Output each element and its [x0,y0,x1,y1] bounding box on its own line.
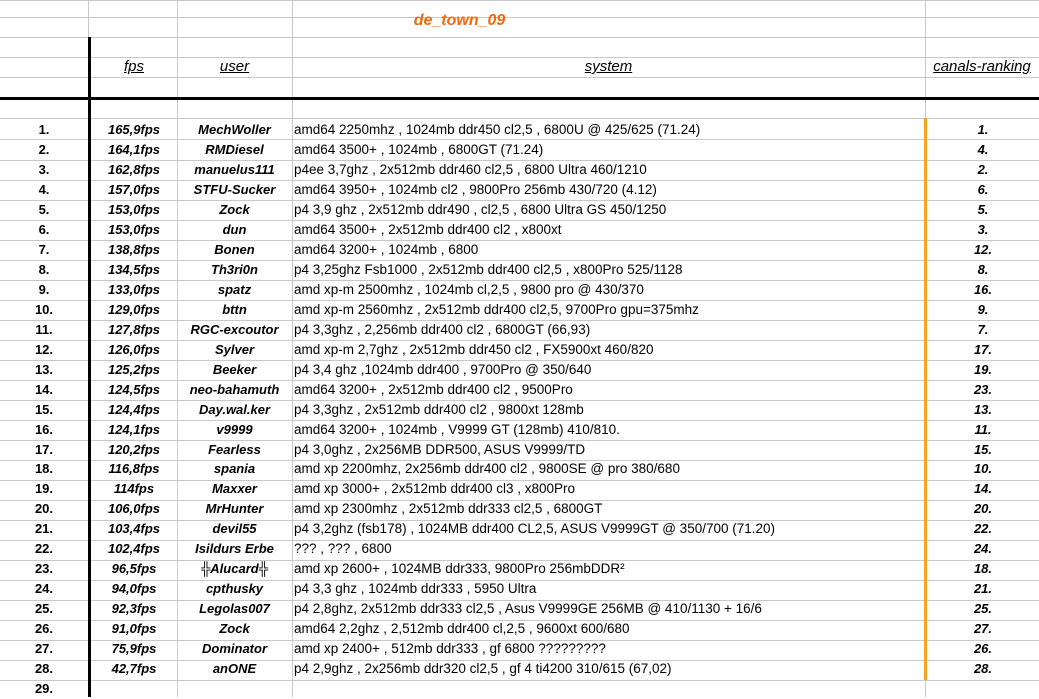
ranking-cell: 7. [977,321,989,337]
fps-cell: 114fps [113,481,155,497]
ranking-cell: 6. [977,181,989,197]
header-user: user [219,58,250,75]
system-cell: p4 3,3ghz , 2x512mb ddr400 cl2 , 9800xt 128mb [294,401,584,417]
ranking-cell: 22. [973,521,993,537]
table-row [0,180,1039,200]
user-cell: Maxxer [212,481,257,497]
user-cell: v9999 [216,421,253,437]
system-cell: p4 3,3 ghz , 1024mb ddr333 , 5950 Ultra [294,581,537,597]
row-number: 16. [34,421,54,437]
fps-cell: 75,9fps [111,641,157,657]
system-cell: p4 3,9 ghz , 2x512mb ddr490 , cl2,5 , 6800 Ultra GS 450/1250 [294,201,667,217]
row-number: 17. [34,441,54,457]
ranking-cell: 26. [973,641,993,657]
grid-hline [0,37,1039,38]
system-cell: amd64 3200+ , 1024mb , V9999 GT (128mb) 410/810. [294,421,620,437]
user-cell: Isildurs Erbe [195,541,274,557]
system-cell: ??? , ??? , 6800 [294,541,392,557]
user-cell: Dominator [202,641,267,657]
table-row [0,619,1039,639]
table-row [0,120,1039,140]
user-cell: dun [222,221,247,237]
fps-cell: 102,4fps [107,541,161,557]
fps-cell: 162,8fps [107,161,161,177]
header-fps: fps [123,58,144,75]
row-number: 19. [34,481,54,497]
row-number: 10. [34,301,54,317]
fps-cell: 92,3fps [111,601,157,617]
row-number: 1. [38,122,50,137]
user-cell: manuelus111 [194,161,275,177]
row-number: 5. [38,201,50,217]
user-cell: MechWoller [198,122,271,137]
fps-cell: 94,0fps [111,581,157,597]
sheet-title: de_town_09 [413,12,506,29]
user-cell: Zock [219,621,250,637]
row-number: 29. [34,681,54,697]
user-cell: Legolas007 [199,601,270,617]
system-cell: amd64 3500+ , 2x512mb ddr400 cl2 , x800xt [294,221,562,237]
ranking-cell: 5. [977,201,989,217]
ranking-cell [927,679,1039,699]
system-cell: amd64 3950+ , 1024mb cl2 , 9800Pro 256mb 430/720 (4.12) [294,181,657,197]
ranking-cell: 17. [973,341,993,357]
fps-cell: 129,0fps [107,301,161,317]
table-row [0,260,1039,280]
ranking-cell: 15. [973,441,993,457]
ranking-cell: 8. [977,261,989,277]
system-cell [294,679,924,699]
system-cell: p4ee 3,7ghz , 2x512mb ddr460 cl2,5 , 6800 Ultra 460/1210 [294,161,647,177]
ranking-cell: 10. [973,461,993,477]
ranking-cell: 14. [973,481,993,497]
ranking-cell: 19. [973,361,993,377]
fps-cell: 106,0fps [107,501,161,517]
row-number: 18. [34,461,54,477]
table-row [0,140,1039,160]
header-separator [0,97,1039,100]
user-cell: neo-bahamuth [189,381,280,397]
user-cell: Fearless [208,441,261,457]
grid-hline [0,0,1039,1]
row-number: 21. [34,521,54,537]
ranking-cell: 24. [973,541,993,557]
user-cell: MrHunter [205,501,264,517]
system-cell: amd xp 3000+ , 2x512mb ddr400 cl3 , x800Pro [294,481,576,497]
row-number: 23. [34,561,54,577]
fps-cell: 103,4fps [107,521,161,537]
fps-cell: 96,5fps [111,561,157,577]
ranking-cell: 20. [973,501,993,517]
ranking-cell: 11. [974,421,992,437]
ranking-cell: 28. [973,661,993,677]
user-cell: devil55 [212,521,257,537]
system-cell: amd xp 2600+ , 1024MB ddr333, 9800Pro 256mbDDR² [294,561,625,577]
fps-cell: 120,2fps [107,441,161,457]
ranking-cell: 16. [973,281,993,297]
system-cell: amd64 2250mhz , 1024mb ddr450 cl2,5 , 6800U @ 425/625 (71.24) [294,122,701,137]
table-row [0,420,1039,440]
row-number: 15. [34,401,54,417]
row-number: 3. [38,161,50,177]
row-number: 2. [38,141,50,157]
header-ranking: canals-ranking [933,58,1031,75]
row-number: 22. [34,541,54,557]
system-cell: p4 2,8ghz, 2x512mb ddr333 cl2,5 , Asus V9999GE 256MB @ 410/1130 + 16/6 [294,601,762,617]
fps-cell: 127,8fps [107,321,161,337]
fps-cell: 124,1fps [107,421,161,437]
table-row [0,679,1039,699]
table-row [0,499,1039,519]
ranking-cell: 18. [973,561,993,577]
row-number: 8. [38,261,50,277]
row-number: 9. [38,281,50,297]
user-cell: Th3ri0n [211,261,258,277]
row-number: 25. [34,601,54,617]
ranking-cell: 21. [973,581,993,597]
fps-cell: 138,8fps [107,241,161,257]
table-row [0,300,1039,320]
user-cell: cpthusky [205,581,264,597]
table-row [0,639,1039,659]
user-cell: spania [213,461,256,477]
fps-cell: 133,0fps [107,281,161,297]
user-cell: RMDiesel [205,141,264,157]
row-number: 11. [35,321,53,337]
row-number: 26. [34,621,54,637]
user-cell: Bonen [214,241,255,257]
table-row [0,240,1039,260]
fps-cell: 126,0fps [107,341,161,357]
system-cell: p4 3,2ghz (fsb178) , 1024MB ddr400 CL2,5, ASUS V9999GT @ 350/700 (71.20) [294,521,776,537]
table-row [0,539,1039,559]
user-cell: STFU-Sucker [193,181,276,197]
ranking-cell: 27. [973,621,993,637]
fps-cell: 153,0fps [107,201,161,217]
system-cell: amd64 3200+ , 2x512mb ddr400 cl2 , 9500Pro [294,381,573,397]
row-number: 12. [34,341,54,357]
ranking-cell: 2. [977,161,989,177]
ranking-cell: 12. [973,241,993,257]
system-cell: amd xp 2300mhz , 2x512mb ddr333 cl2,5 , 6800GT [294,501,603,517]
table-row [0,360,1039,380]
ranking-cell: 4. [977,141,989,157]
table-row [0,340,1039,360]
fps-cell: 124,5fps [107,381,161,397]
user-cell: RGC-excoutor [190,321,279,337]
fps-cell: 153,0fps [107,221,161,237]
fps-cell: 164,1fps [107,141,161,157]
user-cell: Sylver [214,341,255,357]
table-row [0,599,1039,619]
system-cell: amd xp-m 2,7ghz , 2x512mb ddr450 cl2 , FX5900xt 460/820 [294,341,654,357]
ranking-cell: 3. [977,221,989,237]
ranking-cell: 23. [973,381,993,397]
system-cell: p4 3,0ghz , 2x256MB DDR500, ASUS V9999/TD [294,441,586,457]
system-cell: p4 3,3ghz , 2,256mb ddr400 cl2 , 6800GT (66,93) [294,321,591,337]
grid-hline [0,118,1039,119]
header-system: system [584,58,633,75]
ranking-cell: 1. [977,122,989,137]
user-cell: bttn [222,301,247,317]
table-row [0,440,1039,460]
row-number: 24. [34,581,54,597]
table-row [0,659,1039,679]
table-row [0,200,1039,220]
user-cell: Zock [219,201,250,217]
table-row [0,400,1039,420]
table-row [0,380,1039,400]
row-number: 20. [34,501,54,517]
ranking-cell: 9. [977,301,989,317]
table-row [0,220,1039,240]
system-cell: amd xp 2200mhz, 2x256mb ddr400 cl2 , 9800SE @ pro 380/680 [294,461,680,477]
system-cell: amd xp-m 2560mhz , 2x512mb ddr400 cl2,5, 9700Pro gpu=375mhz [294,301,699,317]
row-number: 13. [34,361,54,377]
row-number: 7. [38,241,50,257]
fps-cell: 165,9fps [107,122,161,137]
table-row [0,160,1039,180]
fps-cell: 124,4fps [107,401,161,417]
user-cell: Beeker [212,361,257,377]
row-number: 27. [34,641,54,657]
table-row [0,579,1039,599]
table-row [0,519,1039,539]
fps-cell: 157,0fps [107,181,161,197]
row-number: 6. [38,221,50,237]
fps-cell: 116,8fps [108,461,160,477]
user-cell [177,679,292,699]
system-cell: p4 3,4 ghz ,1024mb ddr400 , 9700Pro @ 350/640 [294,361,592,377]
table-row [0,459,1039,479]
user-cell: ╬Alucard╬ [201,561,268,577]
row-number: 14. [34,381,54,397]
system-cell: p4 3,25ghz Fsb1000 , 2x512mb ddr400 cl2,5 , x800Pro 525/1128 [294,261,683,277]
table-row [0,280,1039,300]
row-number: 28. [34,661,54,677]
ranking-cell: 13. [973,401,993,417]
fps-cell: 134,5fps [107,261,161,277]
user-cell: Day.wal.ker [198,401,271,417]
fps-cell: 42,7fps [111,661,157,677]
system-cell: amd64 3500+ , 1024mb , 6800GT (71.24) [294,141,544,157]
user-cell: spatz [217,281,252,297]
table-row [0,320,1039,340]
system-cell: amd64 2,2ghz , 2,512mb ddr400 cl,2,5 , 9600xt 600/680 [294,621,630,637]
system-cell: p4 2,9ghz , 2x256mb ddr320 cl2,5 , gf 4 ti4200 310/615 (67,02) [294,661,672,677]
table-row [0,559,1039,579]
grid-hline [0,77,1039,78]
row-number: 4. [38,181,50,197]
system-cell: amd xp-m 2500mhz , 1024mb cl,2,5 , 9800 pro @ 430/370 [294,281,644,297]
user-cell: anONE [212,661,257,677]
system-cell: amd xp 2400+ , 512mb ddr333 , gf 6800 ????????? [294,641,606,657]
fps-cell [91,679,177,699]
table-row [0,479,1039,499]
fps-cell: 91,0fps [111,621,157,637]
ranking-cell: 25. [973,601,993,617]
system-cell: amd64 3200+ , 1024mb , 6800 [294,241,479,257]
fps-cell: 125,2fps [107,361,161,377]
